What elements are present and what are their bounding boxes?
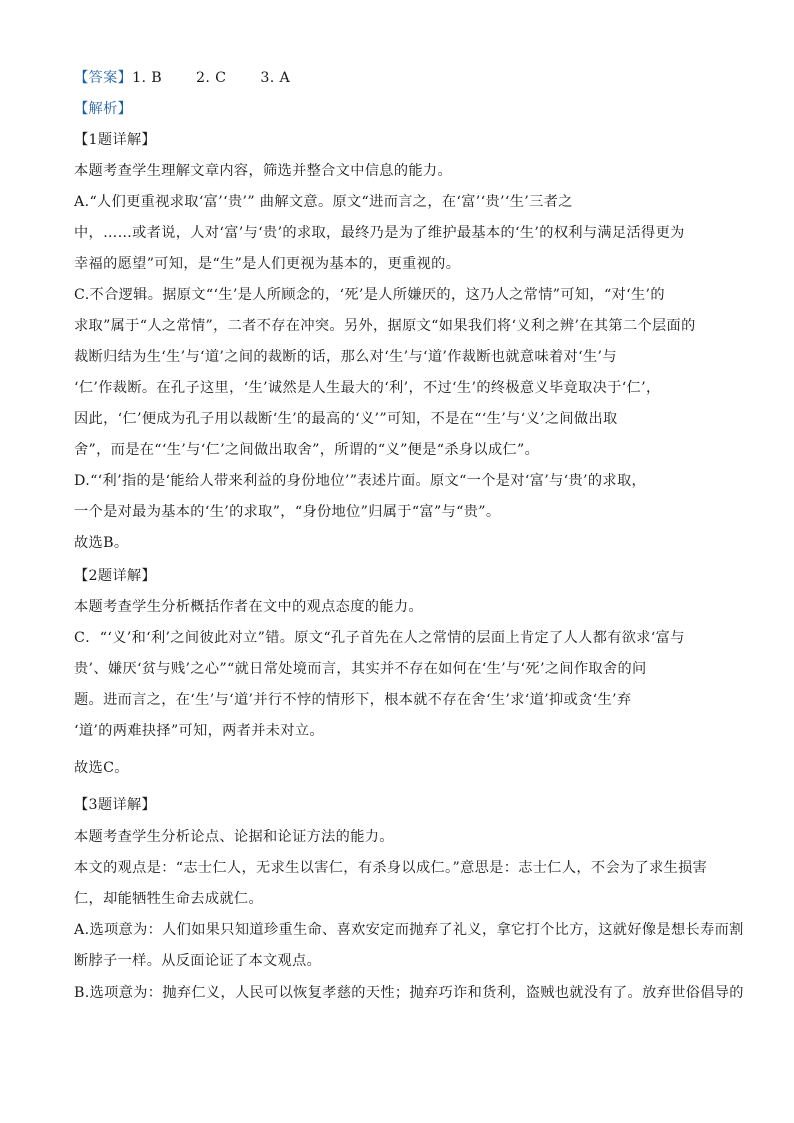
q1-line: 舍”，而是在“‘生’与‘仁’之间做出取舍”，所谓的“义”便是“杀身以成仁”。 <box>74 442 540 458</box>
q1-heading: 【1题详解】 <box>74 132 157 148</box>
q2-line: 贵’、嫌厌‘贫与贱’之心”“就日常处境而言，其实并不存在如何在‘生’与‘死’之间作取舍的问 <box>74 661 647 677</box>
q3-line: 本文的观点是：“志士仁人，无求生以害仁，有杀身以成仁。”意思是：志士仁人，不会为了求生损害 <box>74 860 708 876</box>
q1-line: 因此，‘仁’便成为孔子用以裁断‘生’的最高的‘义’”可知，不是在“‘生’与‘义’之间做出取 <box>74 411 618 427</box>
q2-line: 本题考查学生分析概括作者在文中的观点态度的能力。 <box>74 599 423 615</box>
q3-line: 仁，却能牺牲生命去成就仁。 <box>74 891 263 907</box>
q1-line: 中，……或者说，人对‘富’与‘贵’的求取，最终乃是为了维护最基本的‘生’的权利与满足活得更为 <box>74 225 685 241</box>
answer-item-3: 3. A <box>260 70 291 86</box>
q1-line: 幸福的愿望”可知，是“生”是人们更视为基本的，更重视的。 <box>74 256 461 272</box>
q3-line: B.选项意为：抛弃仁义，人民可以恢复孝慈的天性；抛弃巧诈和货利，盗贼也就没有了。放弃世俗倡导的 <box>74 985 744 1001</box>
q1-line: 求取”属于“人之常情”，二者不存在冲突。另外，据原文“如果我们将‘义利之辨’在其第二个层面的 <box>74 318 696 334</box>
answer-label: 【答案】 <box>74 70 133 86</box>
q3-line: 本题考查学生分析论点、论据和论证方法的能力。 <box>74 829 394 845</box>
answer-item-1: 1. B <box>132 70 163 86</box>
analysis-label: 【解析】 <box>74 101 133 117</box>
q2-line: C．“‘义’和‘利’之间彼此对立”错。原文“孔子首先在人之常情的层面上肯定了人人都有欲求‘富与 <box>74 630 685 646</box>
answer-line <box>74 68 290 88</box>
q1-line: 本题考查学生理解文章内容，筛选并整合文中信息的能力。 <box>74 163 452 179</box>
q1-line: 裁断归结为生‘生’与‘道’之间的裁断的话，那么对‘生’与‘道’作裁断也就意味着对‘生’与 <box>74 349 617 365</box>
q2-heading: 【2题详解】 <box>74 568 157 584</box>
q1-line: A.“人们更重视求取‘富’‘贵’” 曲解文意。原文“进而言之，在‘富’‘贵’‘生’三者之 <box>74 194 573 210</box>
q1-line: C.不合逻辑。据原文“‘生’是人所顾念的，‘死’是人所嫌厌的，这乃人之常情”可知，“对‘生’的 <box>74 287 665 303</box>
q2-conclusion: 故选C。 <box>74 760 129 776</box>
q3-line: 断脖子一样。从反面论证了本文观点。 <box>74 953 322 969</box>
q1-line: ‘仁’作裁断。在孔子这里，‘生’诚然是人生最大的‘利’，不过‘生’的终极意义毕竟取决于‘仁’， <box>74 380 661 396</box>
q3-heading: 【3题详解】 <box>74 797 157 813</box>
q2-line: 题。进而言之，在‘生’与‘道’并行不悖的情形下，根本就不存在舍‘生’求‘道’抑或贪‘生’弃 <box>74 692 632 708</box>
q3-line: A.选项意为：人们如果只知道珍重生命、喜欢安定而抛弃了礼义，拿它打个比方，这就好像是想长寿而割 <box>74 922 744 938</box>
q2-line: ‘道’的两难抉择”可知，两者并未对立。 <box>74 723 324 739</box>
answer-item-2: 2. C <box>196 70 227 86</box>
q1-line: D.“‘利’指的是‘能给人带来利益的身份地位’”表述片面。原文“一个是对‘富’与‘贵’的求取， <box>74 473 647 489</box>
q1-conclusion: 故选B。 <box>74 535 129 551</box>
q1-line: 一个是对最为基本的‘生’的求取”，“身份地位”归属于“富”与“贵”。 <box>74 504 501 520</box>
